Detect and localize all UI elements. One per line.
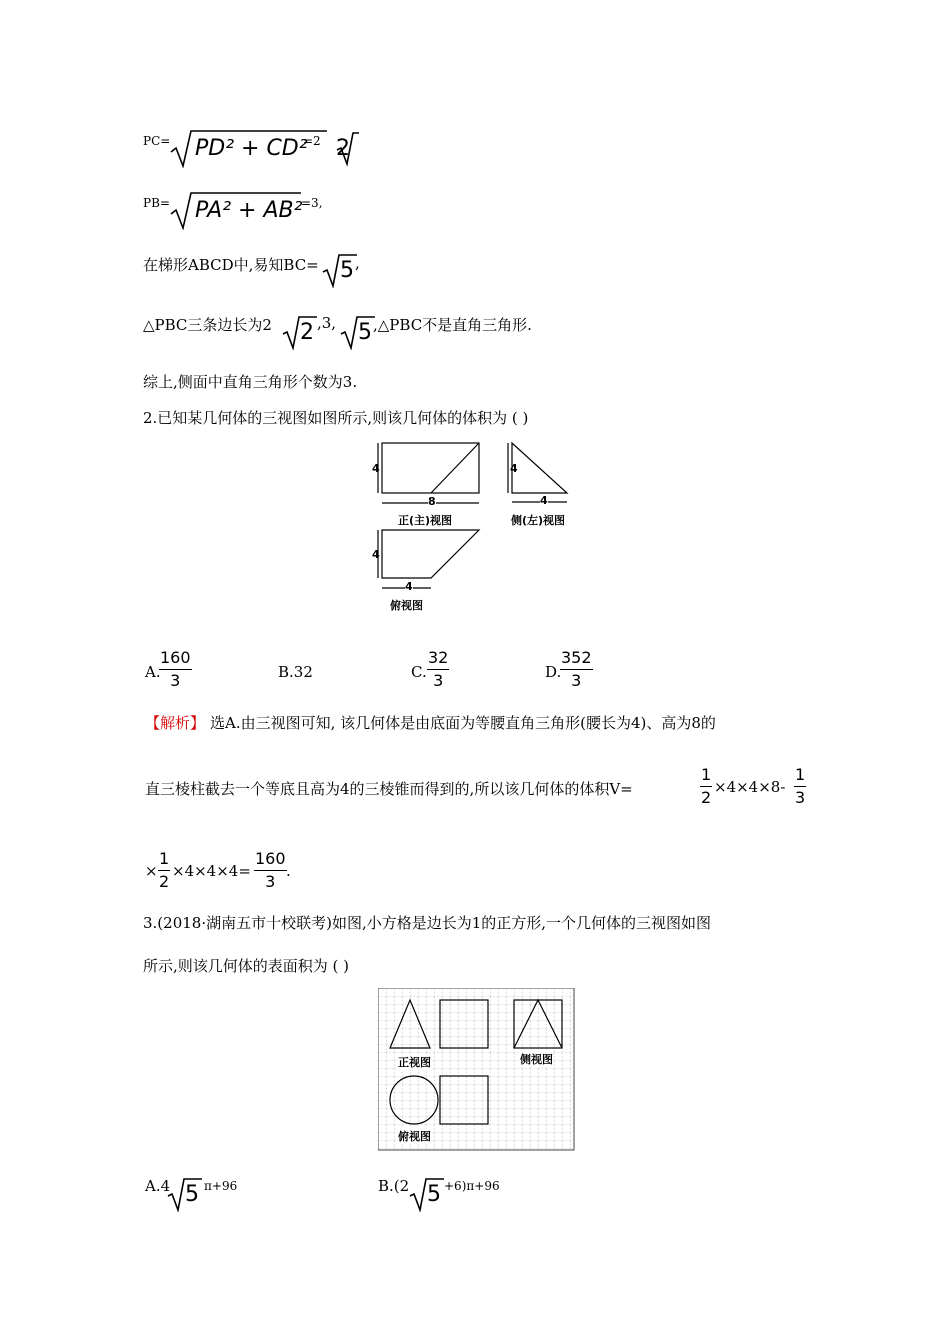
tri-text2: ,3, [317,314,337,332]
pc-mid: =2 [303,134,321,148]
bc-suffix: , [355,254,360,272]
triangle-line [143,310,563,350]
tri-text1: △PBC三条边长为2 [143,316,272,334]
q3-option-b-radicand: 5 [427,1182,441,1207]
q2-three-view-figure [360,440,590,620]
q2-option-c-prefix: C. [411,663,427,681]
pb-prefix: PB= [143,196,170,210]
q2-option-b: B.32 [278,663,313,681]
analysis-line1: 选A.由三视图可知, 该几何体是由底面为等腰直角三角形(腰长为4)、高为8的 [210,714,716,732]
bc-text: 在梯形ABCD中,易知BC= [143,256,319,274]
pc-prefix: PC= [143,134,171,148]
analysis-line2: 直三棱柱截去一个等底且高为4的三棱锥而得到的,所以该几何体的体积V= [145,780,633,798]
q2-side-dim-4b: 4 [540,494,548,507]
tri-radicand2: 5 [358,320,372,345]
fraction-denominator: 2 [701,788,712,807]
analysis-line3-start: × [145,862,158,880]
tri-radicand1: 2 [300,320,314,345]
q2-option-c-fraction [427,650,449,689]
fraction-denominator: 2 [159,872,170,891]
pc-radicand: 2 [336,136,350,161]
q3-stem-line1: 3.(2018·湖南五市十校联考)如图,小方格是边长为1的正方形,一个几何体的三视图如图 [143,914,712,932]
q3-option-a-radicand: 5 [185,1182,199,1207]
q3-option-a-prefix: A.4 [145,1177,171,1195]
q2-side-view-label: 侧(左)视图 [511,514,566,527]
pb-expression: PA² + AB² [195,198,303,223]
analysis-fraction-third [794,767,806,806]
fraction-denominator: 3 [571,671,582,690]
q3-option-b-suffix: +6)π+96 [444,1179,500,1193]
q2-top-view-label: 俯视图 [390,599,423,612]
analysis-tag: 【解析】 [145,714,206,732]
analysis-line3-mid: ×4×4×4= [172,862,251,880]
q2-stem: 2.已知某几何体的三视图如图所示,则该几何体的体积为 ( ) [143,409,529,427]
pc-line [143,128,363,168]
analysis-fraction-half-2 [158,851,170,890]
tri-text3: ,△PBC不是直角三角形. [373,316,532,334]
q3-side-view-label: 侧视图 [520,1053,553,1066]
fraction-numerator: 32 [427,650,449,670]
q2-front-dim-4: 4 [372,462,380,475]
pb-line [143,190,363,230]
q3-option-a-suffix: π+96 [204,1179,238,1193]
q3-stem-line2: 所示,则该几何体的表面积为 ( ) [143,957,350,975]
fraction-denominator: 3 [433,671,444,690]
q2-side-dim-4: 4 [510,462,518,475]
q2-top-dim-4b: 4 [405,580,413,593]
fraction-numerator: 1 [794,767,806,787]
analysis-fraction-result [254,851,287,890]
q2-option-a-prefix: A. [145,663,161,681]
q3-front-view-label: 正视图 [398,1056,431,1069]
summary: 综上,侧面中直角三角形个数为3. [143,373,358,391]
q2-option-d-fraction [560,650,593,689]
fraction-denominator: 3 [795,788,806,807]
fraction-denominator: 3 [170,671,181,690]
bc-radicand: 5 [340,258,354,283]
q2-option-a-fraction [159,650,192,689]
analysis-line3-end: . [286,862,291,880]
pc-expression: PD² + CD² [195,136,308,161]
fraction-denominator: 3 [265,872,276,891]
q2-option-d-prefix: D. [545,663,562,681]
bc-line [143,250,383,290]
q2-front-dim-8: 8 [428,495,436,508]
fraction-numerator: 160 [254,851,287,871]
fraction-numerator: 352 [560,650,593,670]
pb-suffix: =3, [301,196,323,210]
fraction-numerator: 160 [159,650,192,670]
analysis-fraction-half [700,767,712,806]
q3-option-b-prefix: B.(2 [378,1177,410,1195]
fraction-numerator: 1 [158,851,170,871]
q2-front-view-label: 正(主)视图 [398,514,453,527]
analysis-line2-mid: ×4×4×8- [714,778,786,796]
q2-top-dim-4: 4 [372,548,380,561]
fraction-numerator: 1 [700,767,712,787]
q3-top-view-label: 俯视图 [398,1130,431,1143]
